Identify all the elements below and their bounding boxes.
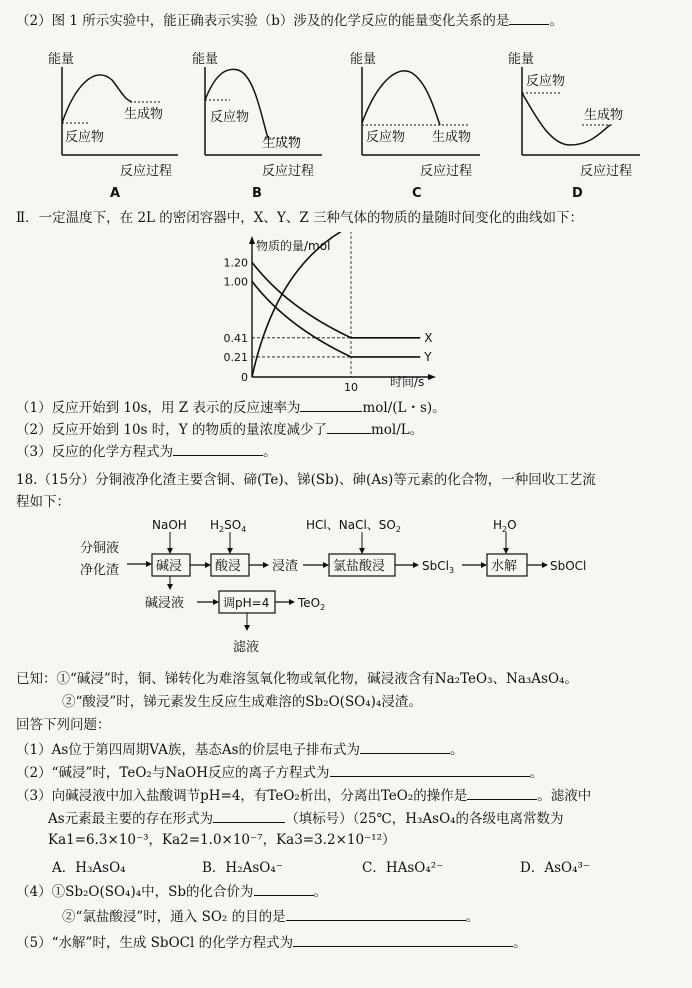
series-label-x: X (424, 330, 433, 345)
q18-stem-line2: 程如下： (16, 494, 70, 510)
part2-stem: Ⅱ．一定温度下，在 2L 的密闭容器中，X、Y、Z 三种气体的物质的量随时间变化的曲线如下： (16, 210, 584, 226)
series-label-z (424, 232, 432, 233)
x-axis-label: 反应过程 (262, 164, 315, 179)
process-flowchart (0, 512, 692, 662)
reagent-naoh: NaOH (152, 518, 187, 532)
energy-diagram-d (508, 51, 640, 201)
step-label: 酸浸 (215, 559, 242, 574)
caption: D (572, 186, 583, 201)
known-2: ②“酸浸”时，锑元素发生反应生成难溶的Sb₂O(SO₄)₄浸渣。 (62, 694, 422, 710)
answer-blank[interactable] (467, 785, 537, 800)
q18-4a: （4）①Sb₂O(SO₄)₄中，Sb的化合价为 。 (16, 881, 327, 901)
answer-blank[interactable] (254, 881, 314, 896)
intermediate: SbCl$_3$ (422, 559, 455, 575)
q18-1: （1）As位于第四周期VA族，基态As的价层电子排布式为 。 (16, 739, 464, 759)
caption: B (252, 186, 262, 201)
x-axis-label: 反应过程 (120, 164, 173, 179)
q18-3a: （3）向碱浸液中加入盐酸调节pH=4，有TeO₂析出，分离出TeO₂的操作是 。滤液中 (16, 785, 591, 805)
y-tick-label: 1.20 (223, 256, 248, 270)
option-d[interactable]: D．AsO₄³⁻ (520, 860, 591, 876)
series-line-x (252, 262, 420, 338)
y-axis-arrow (249, 236, 255, 244)
reagent-h2so4: $H_2SO_4$ (210, 518, 247, 534)
step-label: 调pH=4 (223, 596, 270, 610)
y-tick-label: 0 (241, 371, 248, 384)
x-axis-label: 反应过程 (420, 164, 473, 179)
energy-curve (362, 71, 440, 125)
q18-3b: As元素最主要的存在形式为 （填标号）（25℃，H₃AsO₄的各级电离常数为 (48, 808, 564, 828)
answer-blank[interactable] (286, 906, 466, 921)
step-label: 碱浸 (156, 559, 183, 574)
reactant-label: 反应物 (210, 110, 250, 125)
product-label: 生成物 (584, 108, 624, 123)
q18-2: （2）“碱浸”时，TeO₂与NaOH反应的离子方程式为 。 (16, 762, 543, 782)
p2-q1: （1）反应开始到 10s，用 Z 表示的反应速率为 mol/(L・s)。 (16, 397, 446, 417)
filtrate: 滤液 (233, 640, 260, 655)
reagent-water: $H_2O$ (493, 518, 517, 534)
x-axis-title: 时间/s (390, 375, 425, 389)
q18-4b: ②“氯盐酸浸”时，通入 SO₂ 的目的是 。 (62, 906, 479, 926)
option-b[interactable]: B．H₂AsO₄⁻ (202, 860, 283, 876)
energy-diagrams (0, 45, 692, 205)
answer-blank[interactable] (509, 10, 549, 25)
reactant-label: 反应物 (65, 130, 105, 145)
known-1: 已知：①“碱浸”时，铜、锑转化为难溶氢氧化物或氧化物，碱浸液含有Na₂TeO₃、Na₃AsO₄。 (16, 671, 578, 687)
x-axis-arrow (428, 374, 436, 380)
teo2-product: TeO$_2$ (298, 596, 326, 612)
energy-diagram-c (350, 51, 480, 201)
y-axis-label: 能量 (350, 52, 377, 67)
answer-blank[interactable] (327, 419, 371, 434)
answer-intro: 回答下列问题： (16, 717, 111, 733)
reactant-label: 反应物 (526, 74, 566, 89)
answer-blank[interactable] (360, 739, 450, 754)
y-axis-label: 能量 (508, 52, 535, 67)
energy-curve (205, 69, 268, 138)
answer-blank[interactable] (213, 808, 285, 823)
y-axis-label: 能量 (192, 52, 219, 67)
option-c[interactable]: C．HAsO₄²⁻ (362, 860, 444, 876)
p2-q3: （3）反应的化学方程式为 。 (16, 441, 277, 461)
answer-blank[interactable] (330, 762, 530, 777)
x-tick-label: 10 (344, 381, 358, 392)
product-label: 生成物 (124, 107, 164, 122)
caption: A (110, 186, 121, 201)
reactant-label: 反应物 (366, 130, 406, 145)
reagent-chloride: HCl、NaCl、$SO_2$ (306, 518, 401, 534)
q18-5: （5）“水解”时，生成 SbOCl 的化学方程式为 。 (16, 932, 527, 952)
series-label-y: Y (424, 349, 432, 364)
product-label: 生成物 (262, 136, 302, 151)
q2-stem: （2）图 1 所示实验中，能正确表示实验（b）涉及的化学反应的能量变化关系的是 。 (16, 10, 563, 30)
amount-time-chart (200, 232, 460, 392)
answer-blank[interactable] (293, 932, 513, 947)
series-line-z (252, 232, 420, 377)
energy-diagram-a (48, 51, 178, 201)
answer-blank[interactable] (173, 441, 263, 456)
option-a[interactable]: A．H₃AsO₄ (52, 860, 126, 876)
x-axis-label: 反应过程 (580, 164, 633, 179)
energy-curve (62, 75, 132, 123)
y-axis-title: 物质的量/mol (256, 239, 331, 253)
y-tick-label: 0.41 (223, 331, 248, 345)
series-line-y (252, 281, 420, 357)
q18-stem-line1: 18.（15分）分铜液净化渣主要含铜、碲(Te)、锑(Sb)、砷(As)等元素的化合物，一种回收工艺流 (16, 472, 596, 488)
product-label: 生成物 (432, 130, 472, 145)
flow-start: 分铜液 (80, 541, 120, 556)
step-label: 氯盐酸浸 (333, 559, 386, 574)
answer-blank[interactable] (300, 397, 362, 412)
caption: C (412, 186, 422, 201)
y-tick-label: 0.21 (223, 350, 248, 364)
final-product: SbOCl (550, 559, 587, 573)
p2-q2: （2）反应开始到 10s 时，Y 的物质的量浓度减少了 mol/L。 (16, 419, 423, 439)
y-axis-label: 能量 (48, 52, 75, 67)
y-tick-label (224, 232, 249, 233)
energy-diagram-b (192, 51, 322, 201)
alkali-leach-liquid: 碱浸液 (145, 596, 185, 611)
y-tick-label: 1.00 (223, 275, 248, 289)
q18-3c: Ka1=6.3×10⁻³，Ka2=1.0×10⁻⁷，Ka3=3.2×10⁻¹²） (48, 832, 396, 848)
intermediate: 浸渣 (272, 559, 299, 574)
step-label: 水解 (491, 559, 518, 574)
flow-start: 净化渣 (80, 563, 120, 578)
